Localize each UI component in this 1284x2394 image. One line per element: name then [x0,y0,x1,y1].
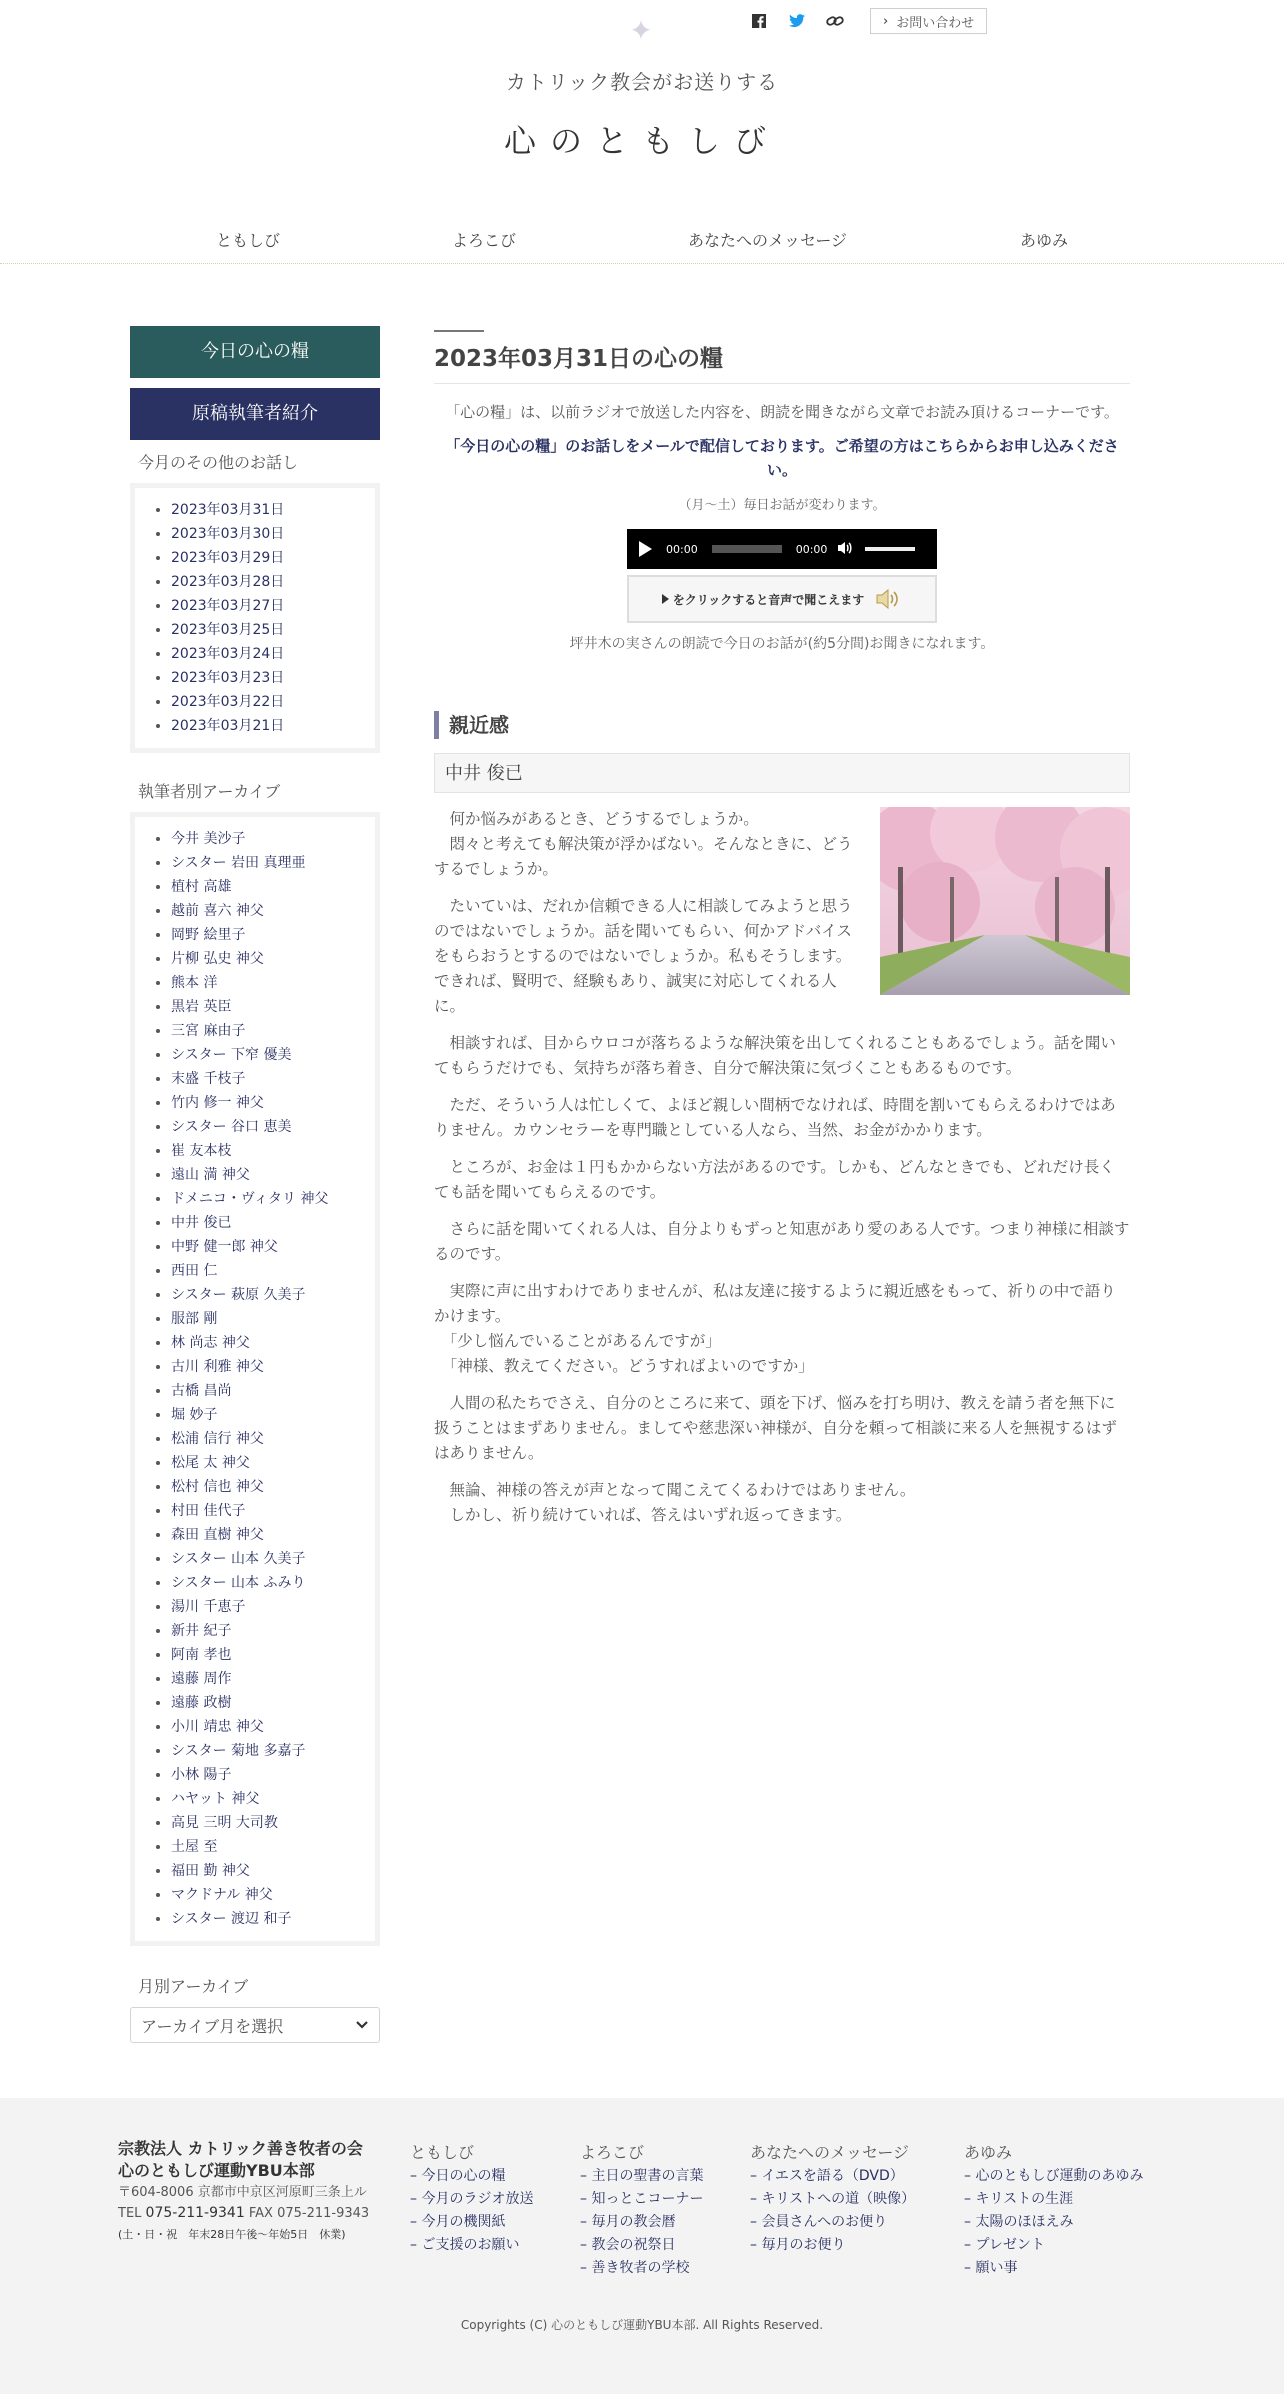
month-stories-box [130,483,380,753]
dash-icon: – [750,2168,762,2184]
author-link[interactable]: 松村 信也 神父 [171,1479,264,1495]
author-link[interactable]: 中野 健一郎 神父 [171,1239,278,1255]
email-subscription-link[interactable]: 「今日の心の糧」のお話しをメールで配信しております。ご希望の方はこちらからお申し込みください。 [445,437,1119,479]
author-list-item [171,1379,365,1403]
author-list-item [171,1259,365,1283]
volume-icon[interactable] [837,541,853,558]
author-link[interactable]: 小川 靖忠 神父 [171,1719,264,1735]
org-tel-fax [118,2203,388,2224]
author-link[interactable]: シスター 岩田 真理亜 [171,855,306,871]
footer-col-title[interactable]: あなたへのメッセージ [750,2143,910,2162]
article-paragraph: 実際に声に出すわけでありませんが、私は友達に接するように親近感をもって、祈りの中で語りかけます。 「少し悩んでいることがあるんですが」 「神様、教えてください。どうすればよいのですか」 [434,1282,1116,1375]
footer-col-ayumi [964,2140,1143,2280]
author-link[interactable]: 片柳 弘史 神父 [171,951,264,967]
date-list-item [171,522,365,546]
footer-link[interactable] [964,2188,1143,2211]
footer-link[interactable] [410,2165,533,2188]
footer-link-label: 今月の機関紙 [421,2214,506,2230]
author-link[interactable]: 湯川 千恵子 [171,1599,246,1615]
author-list-item [171,1859,365,1883]
author-link[interactable]: 堀 妙子 [171,1407,218,1423]
author-link[interactable]: 越前 喜六 神父 [171,903,264,919]
nav-item-ayumi[interactable]: あゆみ [1020,231,1069,250]
author-link[interactable]: 熊本 洋 [171,975,218,991]
footer-link-label: 太陽のほほえみ [975,2214,1074,2230]
nav-item-yorokobi[interactable]: よろこび [452,231,517,250]
post-title: 2023年03月31日の心の糧 [434,340,1130,384]
author-link[interactable]: 松浦 信行 神父 [171,1431,264,1447]
nav-item-message[interactable]: あなたへのメッセージ [688,231,848,250]
site-tagline: カトリック教会がお送りする [505,70,779,94]
author-list-item [171,851,365,875]
date-list-item [171,666,365,690]
footer-link-label: 会員さんへのお便り [761,2214,888,2230]
date-link[interactable]: 2023年03月22日 [171,694,285,710]
footer-col-title[interactable]: よろこび [580,2143,645,2162]
author-link[interactable]: 小林 陽子 [171,1767,232,1783]
author-link[interactable]: 村田 佳代子 [171,1503,246,1519]
player-seek-bar[interactable] [712,545,782,553]
play-triangle-icon [662,594,669,604]
article-paragraph: さらに話を聞いてくれる人は、自分よりもずっと知恵があり愛のある人です。つまり神様に相談するのです。 [434,1220,1130,1263]
author-list-item [171,1787,365,1811]
twitter-icon[interactable] [786,10,808,32]
author-link[interactable]: シスター 菊地 多嘉子 [171,1743,306,1759]
archive-month-select[interactable] [130,2007,380,2043]
author-link[interactable]: 遠山 満 神父 [171,1167,250,1183]
author-list-item [171,1307,365,1331]
footer-link[interactable] [750,2234,915,2257]
author-list-item [171,1163,365,1187]
footer-link[interactable] [580,2257,703,2280]
dash-icon: – [410,2168,422,2184]
sidebar [130,326,380,2043]
author-link[interactable]: シスター 山本 久美子 [171,1551,306,1567]
author-list-item [171,1115,365,1139]
footer-link[interactable] [964,2257,1143,2280]
author-link[interactable]: 末盛 千枝子 [171,1071,246,1087]
author-link[interactable]: 西田 仁 [171,1263,218,1279]
footer-link[interactable] [580,2188,703,2211]
link-icon[interactable] [824,10,846,32]
author-list-item [171,1883,365,1907]
audio-click-label: をクリックすると音声で聞こえます [672,592,865,607]
author-link[interactable]: シスター 萩原 久美子 [171,1287,306,1303]
title-accent-line [434,330,484,332]
author-list-item [171,1715,365,1739]
author-link[interactable]: 中井 俊已 [171,1215,232,1231]
author-link[interactable]: 高見 三明 大司教 [171,1815,278,1831]
dash-icon: – [964,2168,976,2184]
date-list-item [171,642,365,666]
date-list-item [171,618,365,642]
dash-icon: – [580,2191,592,2207]
author-list-item [171,1091,365,1115]
author-link[interactable]: マクドナル 神父 [171,1887,273,1903]
footer-col-title[interactable]: ともしび [410,2143,475,2162]
author-list-item [171,947,365,971]
footer-link-label: 今日の心の糧 [421,2168,506,2184]
chevron-right-icon: › [883,13,889,29]
footer-link-label: キリストの生涯 [975,2191,1074,2207]
author-list-item [171,1235,365,1259]
dash-icon: – [964,2214,976,2230]
author-list-item [171,995,365,1019]
author-list-item [171,1835,365,1859]
cherry-blossom-photo [880,807,1130,995]
archive-select-value: アーカイブ月を選択 [141,2016,284,2036]
fax-label: FAX [248,2206,273,2221]
site-header [0,0,1284,266]
org-hours: (土・日・祝 年末28日午後～年始5日 休業) [118,2228,346,2241]
author-list-item [171,1523,365,1547]
author-list-item [171,1283,365,1307]
author-link[interactable]: ドメニコ・ヴィタリ 神父 [171,1191,329,1207]
author-list-item [171,875,365,899]
player-total-time: 00:00 [795,542,828,556]
org-name-2: 心のともしび運動YBU本部 [118,2161,315,2180]
main-nav [0,220,1284,264]
author-link[interactable]: 古橋 昌尚 [171,1383,232,1399]
author-list [157,827,365,1931]
footer-link-label: 毎月のお便り [761,2237,846,2253]
author-link[interactable]: 阿南 孝也 [171,1647,232,1663]
author-link[interactable]: 福田 勤 神父 [171,1863,250,1879]
contact-label: お問い合わせ [896,15,975,31]
footer-link[interactable] [580,2211,703,2234]
author-link[interactable]: 岡野 絵里子 [171,927,246,943]
fax-number: 075-211-9343 [277,2206,370,2221]
author-list-item [171,1403,365,1427]
facebook-icon[interactable] [748,10,770,32]
author-list-item [171,1427,365,1451]
date-list-item [171,498,365,522]
footer-link-label: 善き牧者の学校 [591,2260,690,2276]
footer-link-label: イエスを語る（DVD） [761,2168,904,2184]
top-utility-bar [748,8,987,34]
author-list-item [171,1355,365,1379]
footer-link-label: 教会の祝祭日 [591,2237,676,2253]
audio-click-button[interactable] [627,575,937,623]
author-list-item [171,1067,365,1091]
author-list-item [171,1763,365,1787]
date-link[interactable]: 2023年03月25日 [171,622,285,638]
intro-text: 「心の糧」は、以前ラジオで放送した内容を、朗読を聞きながら文章でお読み頂けるコーナーです。 [445,403,1119,421]
date-link[interactable]: 2023年03月31日 [171,502,285,518]
contact-button[interactable] [870,8,987,34]
footer-link-label: ご支援のお願い [421,2237,520,2253]
author-list-item [171,1043,365,1067]
author-list-item [171,1451,365,1475]
footer-link-label: 心のともしび運動のあゆみ [975,2168,1144,2184]
article-paragraph: 無論、神様の答えが声となって聞こえてくるわけではありません。 しかし、祈り続けていれば、答えはいずれ返ってきます。 [449,1481,916,1524]
footer-link-label: 毎月の教会暦 [591,2214,676,2230]
article-paragraph: ただ、そういう人は忙しくて、よほど親しい間柄でなければ、時間を割いてもらえるわけではありません。カウンセラーを専門職としている人なら、当然、お金がかかります。 [434,1096,1116,1139]
footer-link[interactable] [750,2211,915,2234]
footer-col-message [750,2140,915,2257]
footer-link[interactable] [964,2211,1143,2234]
author-list-item [171,1811,365,1835]
author-list-item [171,923,365,947]
audio-player [627,529,937,569]
chevron-down-icon [355,2020,369,2030]
author-link[interactable]: 古川 利雅 神父 [171,1359,264,1375]
date-list-item [171,570,365,594]
author-link[interactable]: 今井 美沙子 [171,831,246,847]
footer-col-title[interactable]: あゆみ [964,2143,1013,2162]
footer-org [118,2138,388,2246]
author-list-item [171,1643,365,1667]
dash-icon: – [750,2237,762,2253]
author-list-item [171,899,365,923]
author-archive-box [130,812,380,1946]
tel-number[interactable]: 075-211-9341 [145,2205,245,2221]
author-link[interactable]: 松尾 太 神父 [171,1455,250,1471]
author-list-item [171,827,365,851]
org-name-1: 宗教法人 カトリック善き牧者の会 [118,2139,363,2158]
dash-icon: – [750,2191,762,2207]
article-paragraph: たいていは、だれか信頼できる人に相談してみようと思うのではないでしょうか。話を聞いてもらい、何かアドバイスをもらおうとするのではないでしょうか。私もそうします。できれば、賢明で、経験もあり、誠実に対応してくれる人に。 [434,897,853,1015]
footer-link[interactable] [410,2211,533,2234]
author-list-item [171,1499,365,1523]
author-list-item [171,1019,365,1043]
writers-intro-button[interactable]: 原稿執筆者紹介 [130,388,380,440]
author-link[interactable]: 三宮 麻由子 [171,1023,246,1039]
footer-link-label: 願い事 [975,2260,1018,2276]
sparkle-logo-icon: ✦ [629,14,653,47]
reader-note: 坪井木の実さんの朗読で今日のお話が(約5分間)お聞きになれます。 [569,636,995,652]
article-paragraph: 何か悩みがあるとき、どうするでしょうか。 悶々と考えても解決策が浮かばない。そんなときに、どうするでしょうか。 [434,810,853,878]
footer-link[interactable] [964,2234,1143,2257]
author-link[interactable]: 遠藤 政樹 [171,1695,232,1711]
footer-link[interactable] [964,2165,1143,2188]
date-link[interactable]: 2023年03月21日 [171,718,285,734]
date-list-item [171,594,365,618]
author-list-item [171,1691,365,1715]
author-list-item [171,1211,365,1235]
play-icon[interactable] [639,541,652,557]
dash-icon: – [410,2214,422,2230]
author-link[interactable]: 植村 高雄 [171,879,232,895]
footer-col-yorokobi [580,2140,703,2280]
author-list-item [171,971,365,995]
author-link[interactable]: シスター 下窄 優美 [171,1047,292,1063]
tel-label: TEL [118,2206,142,2221]
org-address: 〒604-8006 京都市中京区河原町三条上ル [118,2185,367,2200]
site-footer [0,2098,1284,2394]
date-link[interactable]: 2023年03月28日 [171,574,285,590]
author-name: 中井 俊已 [434,753,1130,793]
dash-icon: – [580,2237,592,2253]
dash-icon: – [580,2214,592,2230]
article-body [434,807,1130,1528]
date-link[interactable]: 2023年03月24日 [171,646,285,662]
copyright: Copyrights (C) 心のともしび運動YBU本部. All Rights Reserved. [460,2318,824,2332]
author-list-item [171,1475,365,1499]
main-content [434,330,1130,1540]
author-link[interactable]: シスター 谷口 恵美 [171,1119,292,1135]
author-list-item [171,1595,365,1619]
author-link[interactable]: 崔 友本枝 [171,1143,232,1159]
author-link[interactable]: 竹内 修一 神父 [171,1095,264,1111]
dash-icon: – [580,2260,592,2276]
dash-icon: – [580,2168,592,2184]
footer-link-label: 知っとこコーナー [591,2191,704,2207]
date-link[interactable]: 2023年03月27日 [171,598,285,614]
footer-link[interactable] [410,2234,533,2257]
footer-link-label: キリストへの道（映像） [761,2191,916,2207]
date-list-item [171,546,365,570]
player-volume-slider[interactable] [865,547,915,551]
author-link[interactable]: 黒岩 英臣 [171,999,232,1015]
schedule-note: （月～土）毎日お話が変わります。 [678,498,886,513]
author-link[interactable]: シスター 山本 ふみり [171,1575,306,1591]
footer-link[interactable] [750,2165,915,2188]
date-link[interactable]: 2023年03月30日 [171,526,285,542]
footer-link[interactable] [580,2234,703,2257]
author-list-item [171,1571,365,1595]
date-link[interactable]: 2023年03月23日 [171,670,285,686]
footer-link-label: プレゼント [975,2237,1045,2253]
author-list-item [171,1739,365,1763]
author-link[interactable]: 土屋 至 [171,1839,218,1855]
author-link[interactable]: シスター 渡辺 和子 [171,1911,292,1927]
site-title[interactable]: 心のともしび [503,122,780,160]
player-current-time: 00:00 [666,542,698,556]
author-link[interactable]: 服部 剛 [171,1311,218,1327]
footer-col-tomoshibi [410,2140,533,2257]
author-list-item [171,1187,365,1211]
author-link[interactable]: 林 尚志 神父 [171,1335,250,1351]
author-list-item [171,1667,365,1691]
author-list-item [171,1907,365,1931]
footer-link[interactable] [410,2188,533,2211]
nav-item-tomoshibi[interactable]: ともしび [216,231,281,250]
date-list [157,498,365,738]
monthly-archive-heading: 月別アーカイブ [138,1977,249,1996]
date-link[interactable]: 2023年03月29日 [171,550,285,566]
footer-link-label: 今月のラジオ放送 [421,2191,534,2207]
article-paragraph: ところが、お金は１円もかからない方法があるのです。しかも、どんなときでも、どれだけ長くても話を聞いてもらえるのです。 [434,1158,1115,1201]
dash-icon: – [964,2237,976,2253]
author-archive-heading: 執筆者別アーカイブ [138,782,281,801]
dash-icon: – [410,2191,422,2207]
author-link[interactable]: 新井 紀子 [171,1623,232,1639]
author-link[interactable]: ハヤット 神父 [171,1791,260,1807]
author-list-item [171,1331,365,1355]
footer-link-label: 主日の聖書の言葉 [591,2168,704,2184]
author-list-item [171,1619,365,1643]
dash-icon: – [964,2191,976,2207]
footer-link[interactable] [750,2188,915,2211]
article-title: 親近感 [434,711,1130,739]
date-list-item [171,690,365,714]
author-list-item [171,1547,365,1571]
dash-icon: – [750,2214,762,2230]
footer-link[interactable] [580,2165,703,2188]
month-stories-heading: 今月のその他のお話し [138,453,299,472]
todays-kate-button[interactable]: 今日の心の糧 [130,326,380,378]
author-link[interactable]: 森田 直樹 神父 [171,1527,264,1543]
speaker-icon [874,587,902,611]
article-paragraph: 相談すれば、目からウロコが落ちるような解決策を出してくれることもあるでしょう。話を聞いてもらうだけでも、気持ちが落ち着き、自分で解決策に気づくこともあるものです。 [434,1034,1116,1077]
author-link[interactable]: 遠藤 周作 [171,1671,232,1687]
article-paragraph: 人間の私たちでさえ、自分のところに来て、頭を下げ、悩みを打ち明け、教えを請う者を無下に扱うことはまずありません。ましてや慈悲深い神様が、自分を頼って相談に来る人を無視するはずはありません。 [434,1394,1117,1462]
dash-icon: – [410,2237,422,2253]
author-list-item [171,1139,365,1163]
dash-icon: – [964,2260,976,2276]
date-list-item [171,714,365,738]
